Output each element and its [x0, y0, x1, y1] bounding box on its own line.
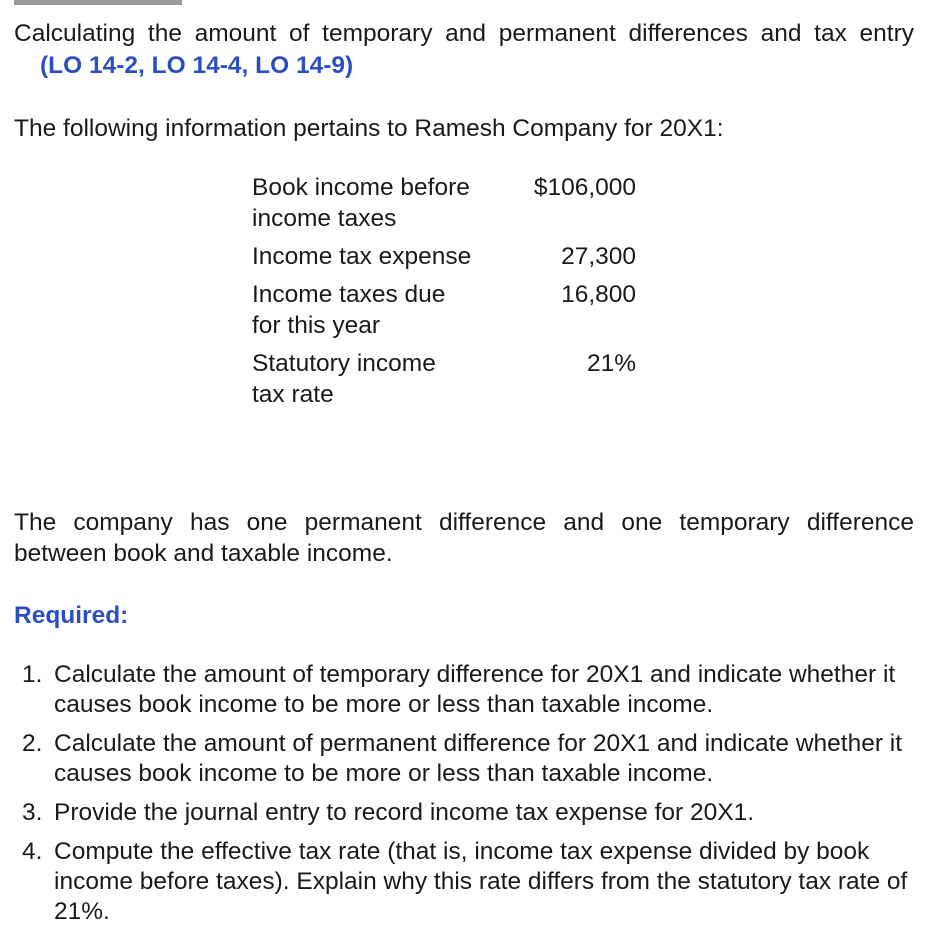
financial-label: Income tax expense — [252, 243, 472, 270]
requirement-text: Calculate the amount of permanent difference for 20X1 and indicate whether it causes book income to be more or less than taxable income. — [54, 730, 903, 787]
financial-label: Income taxes due for this year — [252, 281, 446, 339]
requirement-item — [14, 798, 914, 828]
financial-row — [252, 279, 636, 341]
required-heading: Required: — [14, 602, 129, 629]
top-divider — [14, 0, 182, 5]
financial-value: $106,000 — [533, 174, 636, 201]
requirement-text: Provide the journal entry to record income tax expense for 20X1. — [54, 799, 754, 826]
problem-heading — [14, 18, 914, 82]
financial-value: 16,800 — [561, 281, 636, 308]
financial-row — [252, 241, 636, 272]
financial-row — [252, 348, 636, 410]
requirement-number: 1. — [22, 661, 43, 688]
financial-value: 21% — [586, 350, 636, 377]
description-text: The company has one permanent difference and one temporary difference between book and taxable income. — [14, 509, 914, 567]
requirement-item — [14, 837, 914, 927]
requirement-number: 3. — [22, 799, 43, 826]
financial-data-table — [252, 172, 636, 417]
problem-title: Calculating the amount of temporary and permanent differences and tax entry — [14, 20, 914, 47]
requirement-text: Compute the effective tax rate (that is, income tax expense divided by book income before taxes). Explain why this rate differs from the statutory tax rate of 21%. — [54, 838, 908, 925]
learning-objectives: (LO 14-2, LO 14-4, LO 14-9) — [40, 52, 354, 79]
requirement-text: Calculate the amount of temporary difference for 20X1 and indicate whether it causes book income to be more or less than taxable income. — [54, 661, 896, 718]
intro-text: The following information pertains to Ramesh Company for 20X1: — [14, 115, 724, 142]
financial-value: 27,300 — [561, 243, 636, 270]
requirement-number: 2. — [22, 730, 43, 757]
requirement-item — [14, 660, 914, 720]
financial-row — [252, 172, 636, 234]
financial-label: Statutory income tax rate — [252, 350, 436, 408]
financial-label: Book income before income taxes — [252, 174, 470, 232]
requirement-item — [14, 729, 914, 789]
requirement-number: 4. — [22, 838, 43, 865]
requirements-list — [14, 660, 914, 936]
